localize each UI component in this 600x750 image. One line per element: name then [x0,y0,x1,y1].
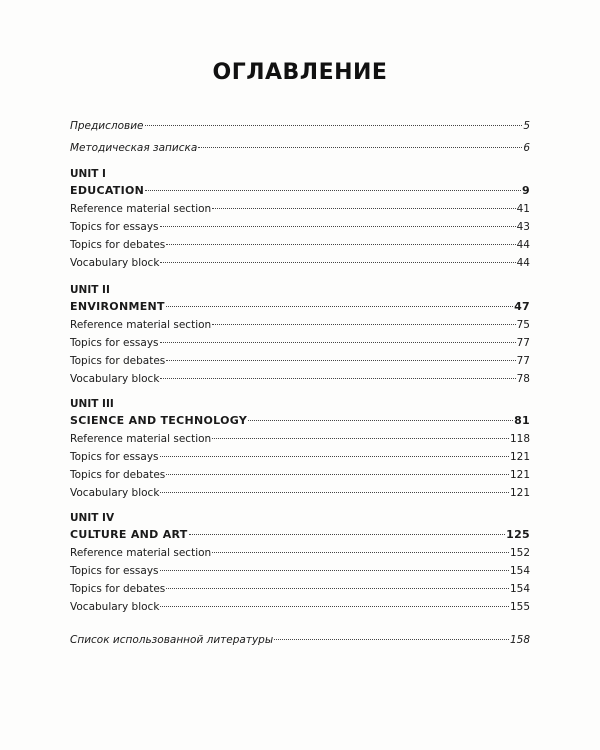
toc-entry-page: 6 [523,142,530,154]
toc-entry-label: Reference material section [70,319,212,331]
toc-entry-label: Reference material section [70,203,212,215]
dot-leader [166,360,515,361]
toc-entry-page: 77 [516,337,530,349]
toc-entry[interactable] [70,334,530,352]
toc-entry-page: 43 [516,221,530,233]
toc-entry-page: 154 [509,583,530,595]
toc-entry[interactable] [70,370,530,388]
dot-leader [160,262,515,263]
dot-leader [248,420,513,421]
toc-entry-label: Topics for debates [70,355,166,367]
unit-section [70,396,530,502]
toc-entry-page: 44 [516,239,530,251]
unit-title: SCIENCE AND TECHNOLOGY [70,414,248,427]
toc-entry[interactable] [70,117,530,139]
toc-entry-page: 158 [509,634,530,646]
unit-number: UNIT III [70,398,114,410]
toc-entry-label: Vocabulary block [70,257,160,269]
toc-entry-page: 121 [509,469,530,481]
toc-entry[interactable] [70,200,530,218]
dot-leader [212,552,509,553]
unit-number: UNIT II [70,284,110,296]
dot-leader [160,378,515,379]
dot-leader [212,324,515,325]
unit-section [70,166,530,272]
toc-entry-page: 154 [509,565,530,577]
unit-section [70,282,530,388]
toc-entry[interactable] [70,580,530,598]
toc-entry-page: 44 [516,257,530,269]
dot-leader [160,570,509,571]
toc-entry[interactable] [70,544,530,562]
intro-section [70,117,530,161]
toc-entry-label: Vocabulary block [70,373,160,385]
toc-entry-page: 5 [523,120,530,132]
dot-leader [160,456,509,457]
dot-leader [198,147,522,148]
toc-entry[interactable] [70,598,530,616]
toc-entry-page: 155 [509,601,530,613]
toc-entry-label: Список использованной литературы [70,634,274,646]
toc-entry[interactable] [70,484,530,502]
toc-entry[interactable] [70,352,530,370]
toc-entry[interactable] [70,236,530,254]
dot-leader [166,474,509,475]
toc-entry[interactable] [70,316,530,334]
toc-entry[interactable] [70,139,530,161]
dot-leader [145,190,521,191]
toc-entry[interactable] [70,430,530,448]
dot-leader [160,492,509,493]
toc-entry[interactable] [70,218,530,236]
dot-leader [189,534,506,535]
page-title: ОГЛАВЛЕНИЕ [212,60,388,85]
toc-entry-page: 81 [514,414,530,427]
toc-entry-page: 41 [516,203,530,215]
toc-entry-label: Предисловие [70,120,144,132]
toc-entry-page: 125 [506,528,530,541]
dot-leader [166,244,515,245]
toc-entry-label: Topics for essays [70,451,159,463]
dot-leader [274,639,509,640]
toc-entry-page: 9 [522,184,530,197]
toc-entry-label: Vocabulary block [70,601,160,613]
dot-leader [160,606,509,607]
toc-entry[interactable] [70,448,530,466]
toc-entry-page: 77 [516,355,530,367]
toc-entry-page: 78 [516,373,530,385]
toc-entry-page: 121 [509,451,530,463]
unit-title-entry[interactable] [70,298,530,316]
toc-entry-label: Reference material section [70,433,212,445]
unit-number: UNIT IV [70,512,115,524]
toc-entry[interactable] [70,631,530,649]
toc-entry-label: Topics for debates [70,239,166,251]
unit-number: UNIT I [70,168,106,180]
unit-title-entry[interactable] [70,526,530,544]
toc-entry-page: 75 [516,319,530,331]
toc-entry[interactable] [70,254,530,272]
dot-leader [160,226,516,227]
dot-leader [160,342,516,343]
toc-entry-page: 118 [509,433,530,445]
dot-leader [166,588,509,589]
toc-entry-label: Vocabulary block [70,487,160,499]
toc-entry-label: Topics for essays [70,565,159,577]
unit-section [70,510,530,616]
toc-entry-page: 47 [514,300,530,313]
toc-entry-page: 152 [509,547,530,559]
toc-entry-label: Reference material section [70,547,212,559]
dot-leader [212,208,515,209]
toc-entry-page: 121 [509,487,530,499]
unit-title: ENVIRONMENT [70,300,165,313]
dot-leader [166,306,513,307]
unit-title: EDUCATION [70,184,145,197]
toc-entry-label: Topics for debates [70,469,166,481]
dot-leader [212,438,509,439]
dot-leader [145,125,523,126]
toc-entry-label: Методическая записка [70,142,198,154]
toc-entry[interactable] [70,466,530,484]
unit-title-entry[interactable] [70,412,530,430]
bibliography-section [70,631,530,649]
unit-title-entry[interactable] [70,182,530,200]
unit-title: CULTURE AND ART [70,528,188,541]
toc-entry-label: Topics for essays [70,221,159,233]
toc-entry[interactable] [70,562,530,580]
toc-entry-label: Topics for essays [70,337,159,349]
toc-entry-label: Topics for debates [70,583,166,595]
